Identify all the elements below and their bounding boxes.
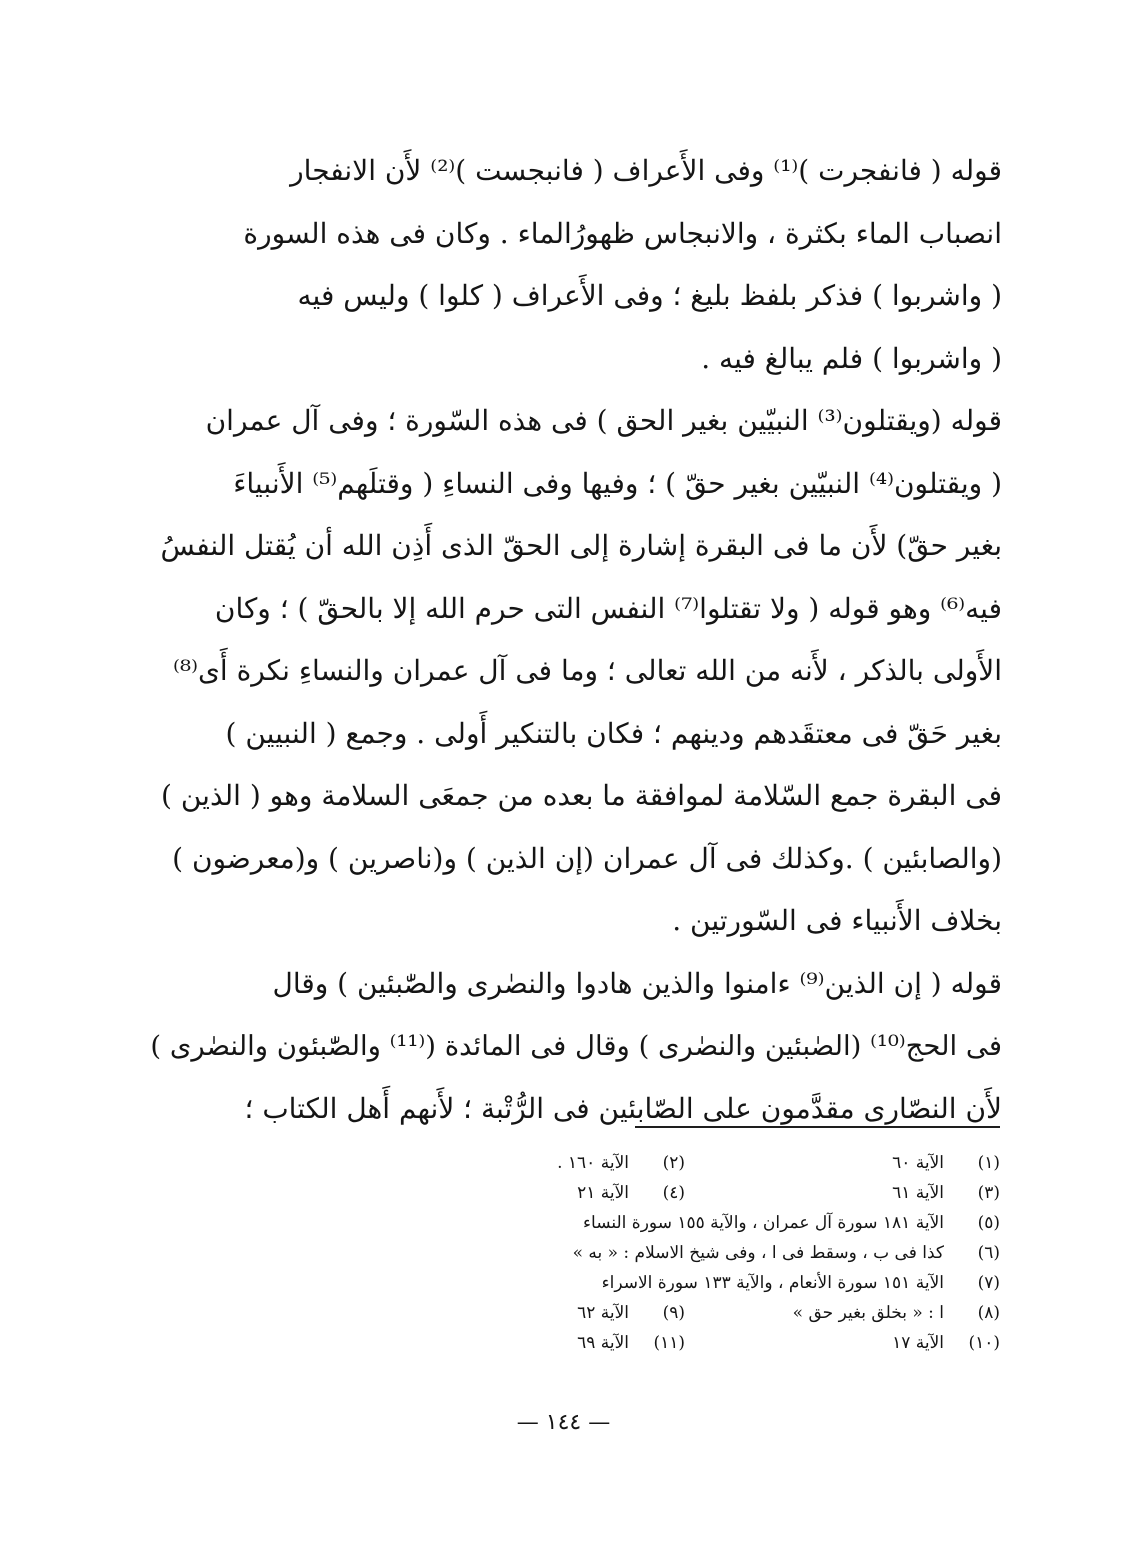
text-line: قوله (ويقتلون⁽³⁾ النبيّين بغير الحق ) فى هذه السّورة ؛ وفى آل عمران: [205, 404, 1002, 437]
footnote-number: (١): [977, 1153, 1000, 1173]
footnote-row: [270, 1298, 1000, 1328]
footnote-number: (١٠): [968, 1333, 1000, 1353]
footnote-item: [270, 1208, 1000, 1238]
text-line: بخلاف الأَنبياء فى السّورتين .: [672, 904, 1002, 937]
footnote-text: ا : « بخلق بغير حق »: [792, 1303, 944, 1323]
footnote-text: الآية ١٨١ سورة آل عمران ، والآية ١٥٥ سورة النساء: [583, 1213, 944, 1233]
footnote-number: (٧): [977, 1273, 1000, 1293]
footnote-text: الآية ٦٠: [892, 1153, 944, 1173]
text-line: انصباب الماء بكثرة ، والانبجاس ظهورُالماء . وكان فى هذه السورة: [243, 216, 1002, 250]
footnote-item: [685, 1298, 1000, 1328]
footnote-item: [270, 1268, 1000, 1298]
footnote-item: [577, 1178, 685, 1208]
text-line: قوله ( إن الذين⁽⁹⁾ ءامنوا والذين هادوا والنصٰرى والصّٰبئين ) وقال: [272, 966, 1002, 1000]
text-line: ( واشربوا ) فذكر بلفظ بليغ ؛ وفى الأَعراف ( كلوا ) وليس فيه: [297, 279, 1002, 312]
footnote-row: [270, 1268, 1000, 1298]
footnote-item: [557, 1148, 685, 1178]
page-number: — ١٤٤ —: [516, 1410, 611, 1435]
footnote-text: الآية ٦٢: [577, 1303, 629, 1323]
text-line: فى الحج⁽¹⁰⁾ (الصٰبئين والنصٰرى ) وقال فى المائدة (⁽¹¹⁾ والصّٰبئون والنصٰرى ): [150, 1030, 1002, 1062]
footnote-text: الآية ٦٩: [577, 1333, 629, 1353]
text-line: (والصابئين ) .وكذلك فى آل عمران (إن الذين ) و(ناصرين ) و(معرضون ): [172, 841, 1002, 875]
footnote-item: [577, 1298, 685, 1328]
text-line: بغير حقّ) لأَن ما فى البقرة إشارة إلى الحقّ الذى أَذِن الله أن يُقتل النفسُ: [160, 529, 1002, 562]
footnote-text: الآية ٢١: [577, 1183, 629, 1203]
text-line: ( ويقتلون⁽⁴⁾ النبيّين بغير حقّ ) ؛ وفيها وفى النساءِ ( وقتلَهم⁽⁵⁾ الأَنبياءَ: [233, 466, 1002, 500]
footnote-number: (١١): [653, 1333, 685, 1353]
text-line: فى البقرة جمع السّلامة لموافقة ما بعده من جمعَى السلامة وهو ( الذين ): [161, 779, 1002, 812]
text-line: الأَولى بالذكر ، لأَنه من الله تعالى ؛ وما فى آل عمران والنساءِ نكرة أَى⁽⁸⁾: [172, 654, 1002, 687]
footnote-number: (٨): [977, 1303, 1000, 1323]
footnote-row: [270, 1178, 1000, 1208]
footnote-item: [685, 1178, 1000, 1208]
footnote-row: [270, 1238, 1000, 1268]
text-line: ( واشربوا ) فلم يبالغ فيه .: [701, 341, 1002, 375]
footnote-number: (٥): [977, 1213, 1000, 1233]
footnotes: [270, 1148, 1000, 1358]
footnote-item: [685, 1148, 1000, 1178]
footnote-number: (٦): [977, 1243, 1000, 1263]
footnote-text: كذا فى ب ، وسقط فى ا ، وفى شيخ الاسلام : « به »: [572, 1243, 944, 1263]
footnote-number: (٢): [662, 1153, 685, 1173]
footnote-text: الآية ١٧: [892, 1333, 944, 1353]
text-line: قوله ( فانفجرت )⁽¹⁾ وفى الأَعراف ( فانبجست )⁽²⁾ لأَن الانفجار: [290, 154, 1002, 187]
text-line: لأَن النصّارى مقدَّمون على الصّابئين فى الرُّتْبة ؛ لأَنهم أَهل الكتاب ؛: [244, 1091, 1002, 1125]
footnote-text: الآية ١٦٠ .: [557, 1153, 629, 1173]
footnote-item: [685, 1328, 1000, 1358]
footnote-number: (٤): [662, 1183, 685, 1203]
footnote-row: [270, 1208, 1000, 1238]
footnote-row: [270, 1328, 1000, 1358]
text-line: بغير حَقّ فى معتقَدهم ودينهم ؛ فكان بالتنكير أَولى . وجمع ( النبيين ): [225, 716, 1002, 750]
text-line: فيه⁽⁶⁾ وهو قوله ( ولا تقتلوا⁽⁷⁾ النفس التى حرم الله إلا بالحقّ ) ؛ وكان: [214, 591, 1002, 625]
footnote-item: [577, 1328, 685, 1358]
footnote-item: [270, 1238, 1000, 1268]
footnote-text: الآية ١٥١ سورة الأنعام ، والآية ١٣٣ سورة الاسراء: [601, 1273, 944, 1293]
body-text: [150, 140, 1002, 1140]
footnote-text: الآية ٦١: [892, 1183, 944, 1203]
footnote-separator: [635, 1126, 1000, 1128]
footnote-number: (٣): [977, 1183, 1000, 1203]
footnote-number: (٩): [662, 1303, 685, 1323]
footnote-row: [270, 1148, 1000, 1178]
